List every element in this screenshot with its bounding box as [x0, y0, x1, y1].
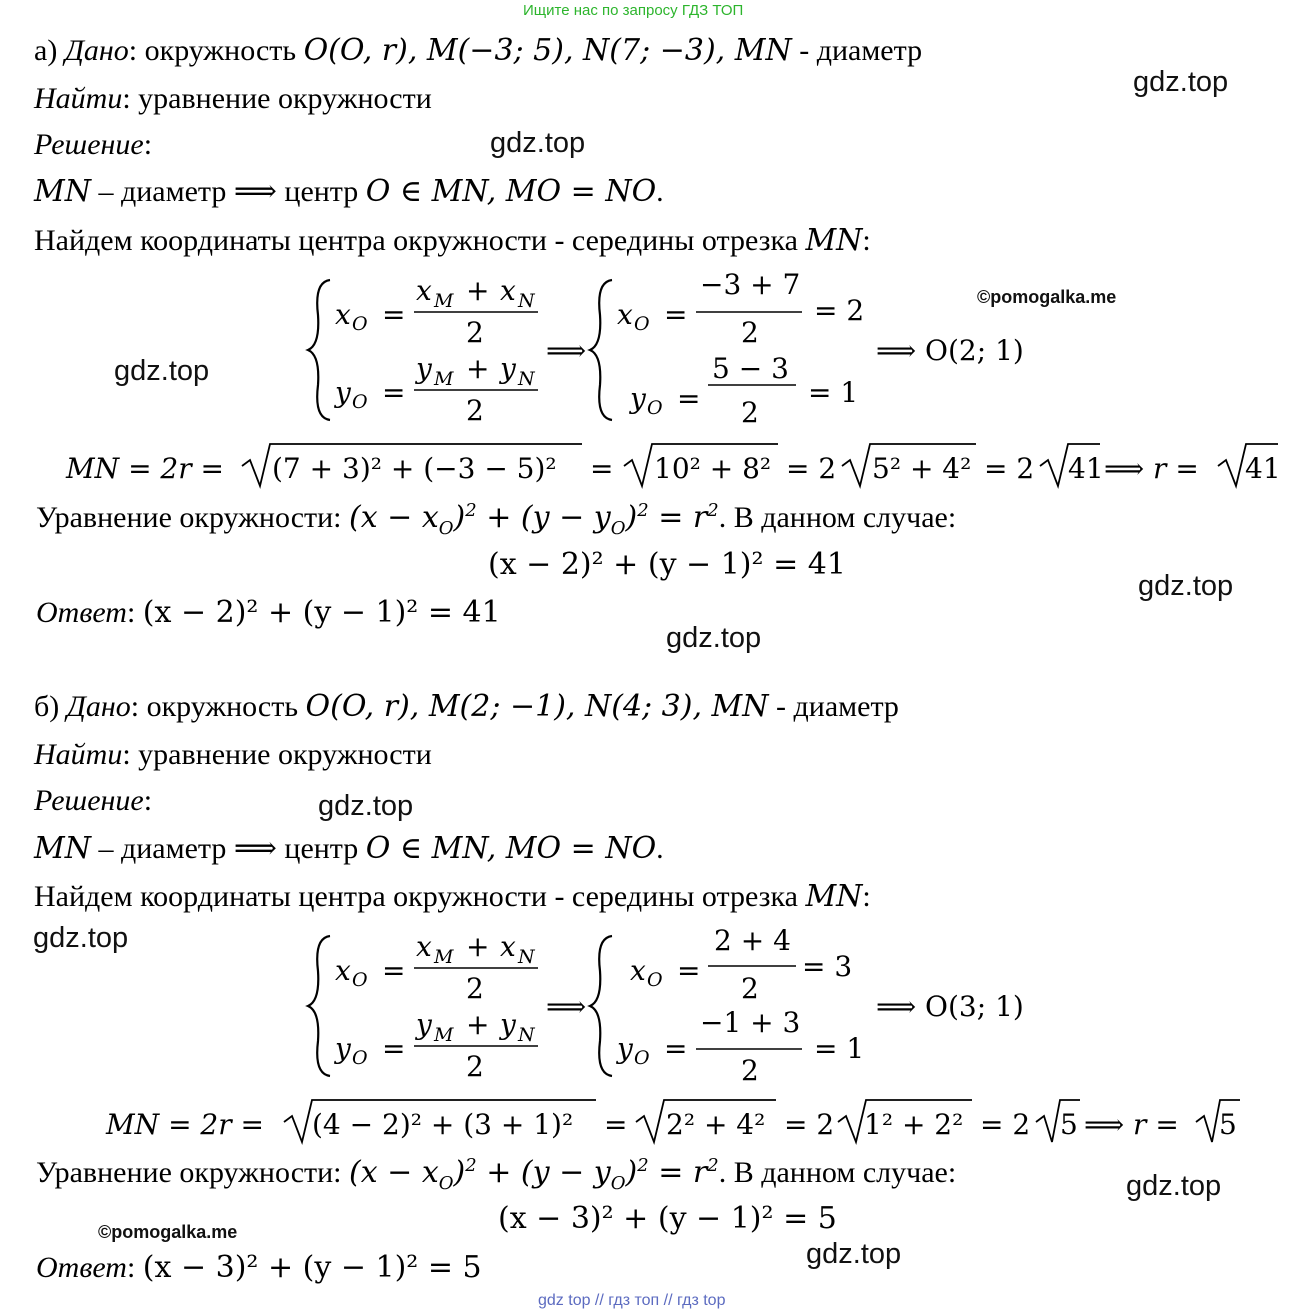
y-result: = 1	[814, 1032, 865, 1065]
x-sub: O	[634, 313, 650, 335]
xm-sub: M	[434, 946, 454, 968]
x-num: −3 + 7	[700, 268, 801, 301]
part-a-equation: (x − 2)² + (y − 1)² = 41	[488, 547, 846, 582]
den: 2	[466, 1050, 484, 1083]
radius-rad1: (4 − 2)² + (3 + 1)²	[312, 1108, 574, 1141]
implies-r: ⟹ r =	[1104, 452, 1199, 485]
part-b-equation: (x − 3)² + (y − 1)² = 5	[498, 1201, 837, 1236]
ym-sub: M	[434, 1024, 454, 1046]
yn-sub: N	[518, 1024, 535, 1046]
eq-sign: = 2	[786, 452, 837, 485]
xn: x	[500, 274, 516, 307]
watermark-gdz: gdz.top	[490, 127, 586, 159]
eq-sign: = 2	[980, 1108, 1031, 1141]
x-den: 2	[741, 972, 759, 1005]
eq-sign: =	[382, 298, 406, 331]
radius-val: 5	[1060, 1108, 1078, 1141]
xm: x	[416, 930, 432, 963]
eq-sign: = 2	[784, 1108, 835, 1141]
y-lhs: y	[630, 382, 646, 415]
part-b-solution-label: Решение:	[34, 784, 153, 817]
header-note: Ищите нас по запросу ГДЗ ТОП	[523, 2, 744, 19]
y-lhs: y	[335, 376, 351, 409]
y-sub: O	[647, 397, 663, 419]
y-den: 2	[741, 1054, 759, 1087]
eq-sign: = 2	[984, 452, 1035, 485]
center-result: ⟹ O(2; 1)	[876, 334, 1024, 367]
radius-lhs: MN = 2r =	[66, 452, 224, 485]
part-b-system-right	[590, 924, 1024, 1087]
y-lhs: y	[617, 1032, 633, 1065]
x-lhs: x	[335, 954, 351, 987]
part-b-given: б) Дано: окружность O(O, r), M(2; −1), N(4; 3), MN - диаметр	[34, 689, 899, 724]
xm-sub: M	[434, 290, 454, 312]
x-lhs: x	[617, 298, 633, 331]
den: 2	[466, 972, 484, 1005]
part-b-find: Найти: уравнение окружности	[34, 738, 432, 771]
eq-sign: =	[590, 452, 614, 485]
eq-sign: =	[677, 382, 701, 415]
radius-rad3: 5² + 4²	[872, 452, 972, 485]
eq-sign: =	[382, 954, 406, 987]
part-a-step2: Найдем координаты центра окружности - середины отрезка MN:	[34, 223, 871, 258]
x-result: = 2	[814, 294, 865, 327]
ym-sub: M	[434, 368, 454, 390]
plus: +	[466, 1008, 490, 1041]
x-den: 2	[741, 316, 759, 349]
part-a-find: Найти: уравнение окружности	[34, 82, 432, 115]
x-num: 2 + 4	[714, 924, 791, 957]
yn: y	[500, 352, 516, 385]
yn: y	[500, 1008, 516, 1041]
part-b-answer: Ответ: (x − 3)² + (y − 1)² = 5	[36, 1250, 482, 1285]
ym: y	[416, 352, 432, 385]
xn-sub: N	[518, 290, 535, 312]
radius-rad1: (7 + 3)² + (−3 − 5)²	[272, 452, 557, 485]
y-result: = 1	[808, 376, 859, 409]
eq-sign: =	[382, 376, 406, 409]
watermark-gdz: gdz.top	[114, 355, 210, 387]
radius-result: 5	[1219, 1108, 1237, 1141]
part-a-step1: MN – диаметр ⟹ центр O ∈ MN, MO = NO.	[34, 174, 664, 209]
part-b-eq-general: Уравнение окружности: $(x - x_O)^2 + (y - y_O)^2 = r^2$. В данном случае:	[36, 1155, 957, 1194]
y-sub: O	[634, 1047, 650, 1069]
xn: x	[500, 930, 516, 963]
part-a-given: а) Дано: окружность O(O, r), M(−3; 5), N(7; −3), MN - диаметр	[34, 33, 923, 68]
den: 2	[466, 394, 484, 427]
watermark-pomogalka: ©pomogalka.me	[977, 287, 1117, 307]
xn-sub: N	[518, 946, 535, 968]
watermark-gdz: gdz.top	[1133, 66, 1229, 98]
x-result: = 3	[802, 950, 853, 983]
x-sub: O	[352, 313, 368, 335]
implies-arrow: ⟹	[546, 990, 587, 1023]
y-num: −1 + 3	[700, 1006, 801, 1039]
x-lhs: x	[630, 954, 646, 987]
watermark-gdz: gdz.top	[806, 1238, 902, 1270]
y-sub: O	[352, 391, 368, 413]
den: 2	[466, 316, 484, 349]
plus: +	[466, 274, 490, 307]
eq-sign: =	[382, 1032, 406, 1065]
part-a-eq-general: Уравнение окружности: $(x - x_O)^2 + (y - y_O)^2 = r^2$. В данном случае:	[36, 500, 957, 539]
x-sub: O	[647, 969, 663, 991]
part-b-system-left	[308, 930, 586, 1083]
radius-rad2: 2² + 4²	[666, 1108, 766, 1141]
part-b-step1: MN – диаметр ⟹ центр O ∈ MN, MO = NO.	[34, 831, 664, 866]
implies-r: ⟹ r =	[1084, 1108, 1179, 1141]
eq-sign: =	[664, 1032, 688, 1065]
plus: +	[466, 352, 490, 385]
part-a-answer: Ответ: (x − 2)² + (y − 1)² = 41	[36, 595, 501, 630]
eq-sign: =	[677, 954, 701, 987]
part-b-radius-line	[105, 1100, 1240, 1142]
part-a-solution-label: Решение:	[34, 128, 153, 161]
watermark-gdz: gdz.top	[666, 622, 762, 654]
xm: x	[416, 274, 432, 307]
center-result: ⟹ O(3; 1)	[876, 990, 1024, 1023]
watermark-gdz: gdz.top	[318, 790, 414, 822]
part-b-step2: Найдем координаты центра окружности - середины отрезка MN:	[34, 879, 871, 914]
y-den: 2	[741, 396, 759, 429]
x-lhs: x	[335, 298, 351, 331]
implies-arrow: ⟹	[546, 334, 587, 367]
eq-sign: =	[604, 1108, 628, 1141]
watermark-gdz: gdz.top	[33, 922, 129, 954]
y-num: 5 − 3	[712, 352, 789, 385]
radius-rad2: 10² + 8²	[654, 452, 772, 485]
watermark-gdz: gdz.top	[1126, 1170, 1222, 1202]
radius-val: 41	[1068, 452, 1104, 485]
yn-sub: N	[518, 368, 535, 390]
footer-note: gdz top // гдз топ // гдз top	[538, 1292, 726, 1309]
watermark-pomogalka: ©pomogalka.me	[98, 1222, 238, 1242]
radius-result: 41	[1245, 452, 1281, 485]
radius-lhs: MN = 2r =	[106, 1108, 264, 1141]
ym: y	[416, 1008, 432, 1041]
watermark-gdz: gdz.top	[1138, 570, 1234, 602]
radius-rad3: 1² + 2²	[864, 1108, 964, 1141]
eq-sign: =	[664, 298, 688, 331]
y-sub: O	[352, 1047, 368, 1069]
plus: +	[466, 930, 490, 963]
y-lhs: y	[335, 1032, 351, 1065]
x-sub: O	[352, 969, 368, 991]
